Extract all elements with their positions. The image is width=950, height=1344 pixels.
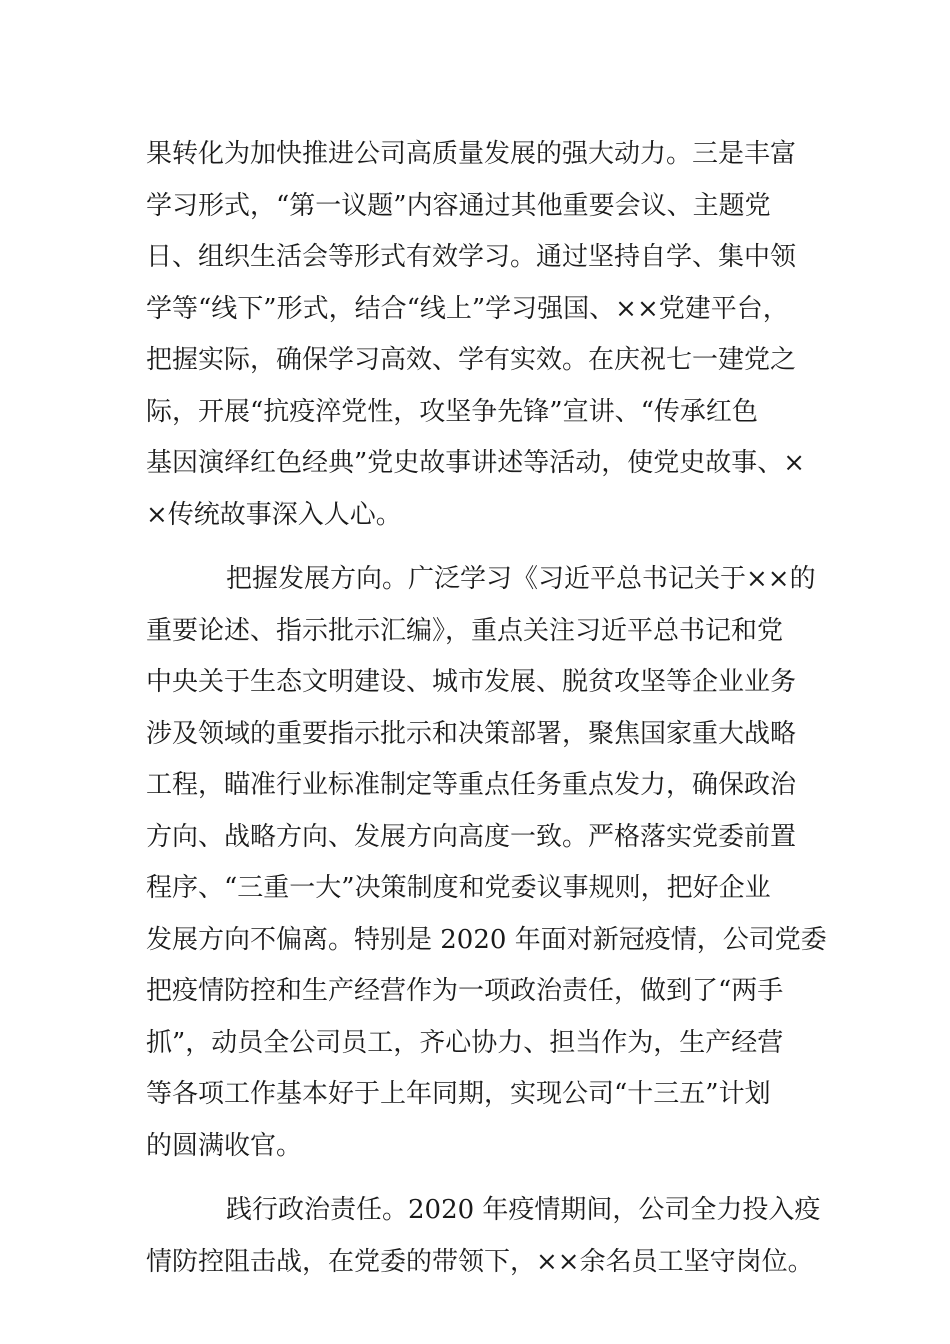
text-line: 情防控阻击战，在党委的带领下，××余名员工坚守岗位。	[146, 1246, 814, 1277]
text-line: 果转化为加快推进公司高质量发展的强大动力。三是丰富	[146, 139, 797, 169]
text-line: 的圆满收官。	[146, 1130, 303, 1161]
text-line: 涉及领域的重要指示批示和决策部署，聚焦国家重大战略	[146, 718, 797, 749]
document-body	[146, 129, 827, 1288]
text-line: 中央关于生态文明建设、城市发展、脱贫攻坚等企业业务	[146, 667, 797, 697]
text-line: 工程，瞄准行业标准制定等重点任务重点发力，确保政治	[146, 770, 797, 800]
text-line: 际，开展“抗疫淬党性，攻坚争先锋”宣讲、“传承红色	[146, 396, 758, 427]
paragraph-study-forms	[146, 129, 816, 541]
text-line: 学等“线下”形式，结合“线上”学习强国、××党建平台，	[146, 293, 789, 324]
text-line: 抓”，动员全公司员工，齐心协力、担当作为，生产经营	[146, 1027, 784, 1058]
paragraph-political-responsibility	[146, 1185, 821, 1288]
text-line: 把握实际，确保学习高效、学有实效。在庆祝七一建党之	[146, 345, 797, 375]
text-line: 学习形式，“第一议题”内容通过其他重要会议、主题党	[146, 190, 771, 221]
text-line: 日、组织生活会等形式有效学习。通过坚持自学、集中领	[146, 242, 797, 272]
text-line: 基因演绎红色经典”党史故事讲述等活动，使党史故事、×	[146, 448, 806, 478]
text-line: 把疫情防控和生产经营作为一项政治责任，做到了“两手	[146, 976, 784, 1006]
text-line: 程序、“三重一大”决策制度和党委议事规则，把好企业	[146, 873, 771, 903]
paragraph-spacer	[146, 541, 816, 554]
text-line: 等各项工作基本好于上年同期，实现公司“十三五”计划	[146, 1079, 771, 1109]
text-line: 发展方向不偏离。特别是 2020 年面对新冠疫情，公司党委	[146, 924, 827, 955]
paragraph-spacer	[146, 1172, 816, 1185]
text-line: ×传统故事深入人心。	[146, 499, 402, 530]
text-line: 把握发展方向。广泛学习《习近平总书记关于××的	[226, 564, 816, 594]
text-line: 重要论述、指示批示汇编》，重点关注习近平总书记和党	[146, 615, 784, 646]
text-line: 方向、战略方向、发展方向高度一致。严格落实党委前置	[146, 821, 797, 852]
text-line: 践行政治责任。2020 年疫情期间，公司全力投入疫	[226, 1195, 821, 1225]
paragraph-development-direction	[146, 554, 827, 1172]
